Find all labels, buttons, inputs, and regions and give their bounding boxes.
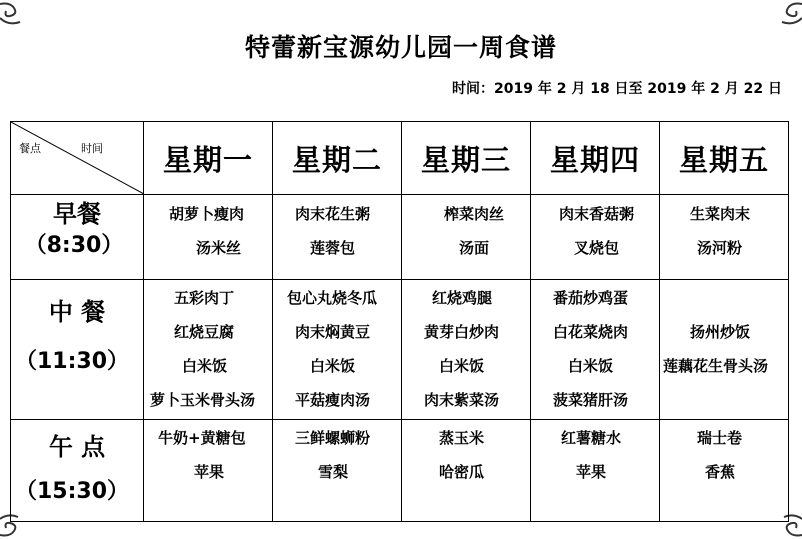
header-corner-cell xyxy=(11,122,144,195)
dish: 包心丸烧冬瓜 xyxy=(287,289,378,307)
dish: 苹果 xyxy=(576,463,607,481)
menu-cell-breakfast-mon xyxy=(144,195,273,280)
meal-name: 午 点 xyxy=(48,433,106,461)
header-day-wednesday: 星期三 xyxy=(402,122,531,195)
meal-label-breakfast xyxy=(11,195,144,280)
dish: 汤面 xyxy=(459,239,490,257)
dish: 白米饭 xyxy=(568,357,614,375)
dish: 生菜肉末 xyxy=(690,205,751,223)
dish: 汤河粉 xyxy=(697,239,743,257)
dish: 叉烧包 xyxy=(574,239,620,257)
dish: 莲蓉包 xyxy=(310,239,356,257)
corner-label-meal: 餐点 xyxy=(19,142,41,155)
dish: 榨菜肉丝 xyxy=(444,205,505,223)
dish: 莲藕花生骨头汤 xyxy=(663,357,769,375)
dish: 蒸玉米 xyxy=(439,429,485,447)
menu-cell-snack-tue xyxy=(273,420,402,522)
meal-label-lunch xyxy=(11,280,144,420)
dish: 菠菜猪肝汤 xyxy=(553,391,629,409)
diagonal-divider xyxy=(11,122,144,194)
page-title: 特蕾新宝源幼儿园一周食谱 xyxy=(244,33,557,62)
dish: 雪梨 xyxy=(318,463,349,481)
menu-cell-breakfast-tue xyxy=(273,195,402,280)
meal-time: （11:30） xyxy=(14,349,130,374)
menu-cell-breakfast-thu xyxy=(531,195,660,280)
corner-ornament-top-left xyxy=(0,0,34,30)
dish: 三鲜螺蛳粉 xyxy=(295,429,371,447)
header-day-friday: 星期五 xyxy=(660,122,789,195)
header-row xyxy=(11,122,789,195)
dish: 肉末花生粥 xyxy=(295,205,371,223)
meal-name: 中 餐 xyxy=(48,298,106,326)
date-range: 时间：2019 年 2 月 18 日至 2019 年 2 月 22 日 xyxy=(452,81,782,97)
weekly-menu-table xyxy=(10,121,789,522)
dish: 汤米丝 xyxy=(196,239,242,257)
meal-row-lunch xyxy=(11,280,789,420)
corner-label-time: 时间 xyxy=(81,142,103,155)
meal-time: （8:30） xyxy=(24,233,124,258)
dish: 平菇瘦肉汤 xyxy=(295,391,371,409)
menu-cell-lunch-tue xyxy=(273,280,402,420)
dish: 红烧豆腐 xyxy=(174,323,235,341)
menu-cell-snack-wed xyxy=(402,420,531,522)
menu-cell-breakfast-fri xyxy=(660,195,789,280)
dish: 萝卜玉米骨头汤 xyxy=(150,391,256,409)
dish: 瑞士卷 xyxy=(697,429,743,447)
menu-cell-snack-thu xyxy=(531,420,660,522)
dish: 哈密瓜 xyxy=(439,463,485,481)
meal-time: （15:30） xyxy=(14,479,130,504)
dish: 肉末焖黄豆 xyxy=(295,323,371,341)
meal-row-snack xyxy=(11,420,789,522)
dish: 红烧鸡腿 xyxy=(432,289,493,307)
dish: 五彩肉丁 xyxy=(174,289,235,307)
header-day-tuesday: 星期二 xyxy=(273,122,402,195)
menu-cell-lunch-wed xyxy=(402,280,531,420)
menu-cell-snack-mon xyxy=(144,420,273,522)
dish: 黄芽白炒肉 xyxy=(424,323,500,341)
meal-label-snack xyxy=(11,420,144,522)
header-day-thursday: 星期四 xyxy=(531,122,660,195)
meal-row-breakfast xyxy=(11,195,789,280)
menu-cell-lunch-fri xyxy=(660,280,789,420)
corner-ornament-top-right xyxy=(768,0,802,30)
dish: 白米饭 xyxy=(439,357,485,375)
dish: 胡萝卜瘦肉 xyxy=(169,205,245,223)
meal-name: 早餐 xyxy=(53,200,101,228)
dish: 番茄炒鸡蛋 xyxy=(553,289,629,307)
menu-cell-breakfast-wed xyxy=(402,195,531,280)
header-day-monday: 星期一 xyxy=(144,122,273,195)
dish: 肉末香菇粥 xyxy=(559,205,635,223)
dish: 白花菜烧肉 xyxy=(553,323,629,341)
dish: 香蕉 xyxy=(705,463,736,481)
dish: 苹果 xyxy=(194,463,225,481)
dish: 白米饭 xyxy=(182,357,228,375)
dish: 红薯糖水 xyxy=(561,429,622,447)
dish: 白米饭 xyxy=(310,357,356,375)
menu-cell-snack-fri xyxy=(660,420,789,522)
menu-cell-lunch-thu xyxy=(531,280,660,420)
dish: 肉末紫菜汤 xyxy=(424,391,500,409)
dish: 扬州炒饭 xyxy=(690,323,751,341)
menu-cell-lunch-mon xyxy=(144,280,273,420)
dish: 牛奶+黄糖包 xyxy=(158,429,246,447)
